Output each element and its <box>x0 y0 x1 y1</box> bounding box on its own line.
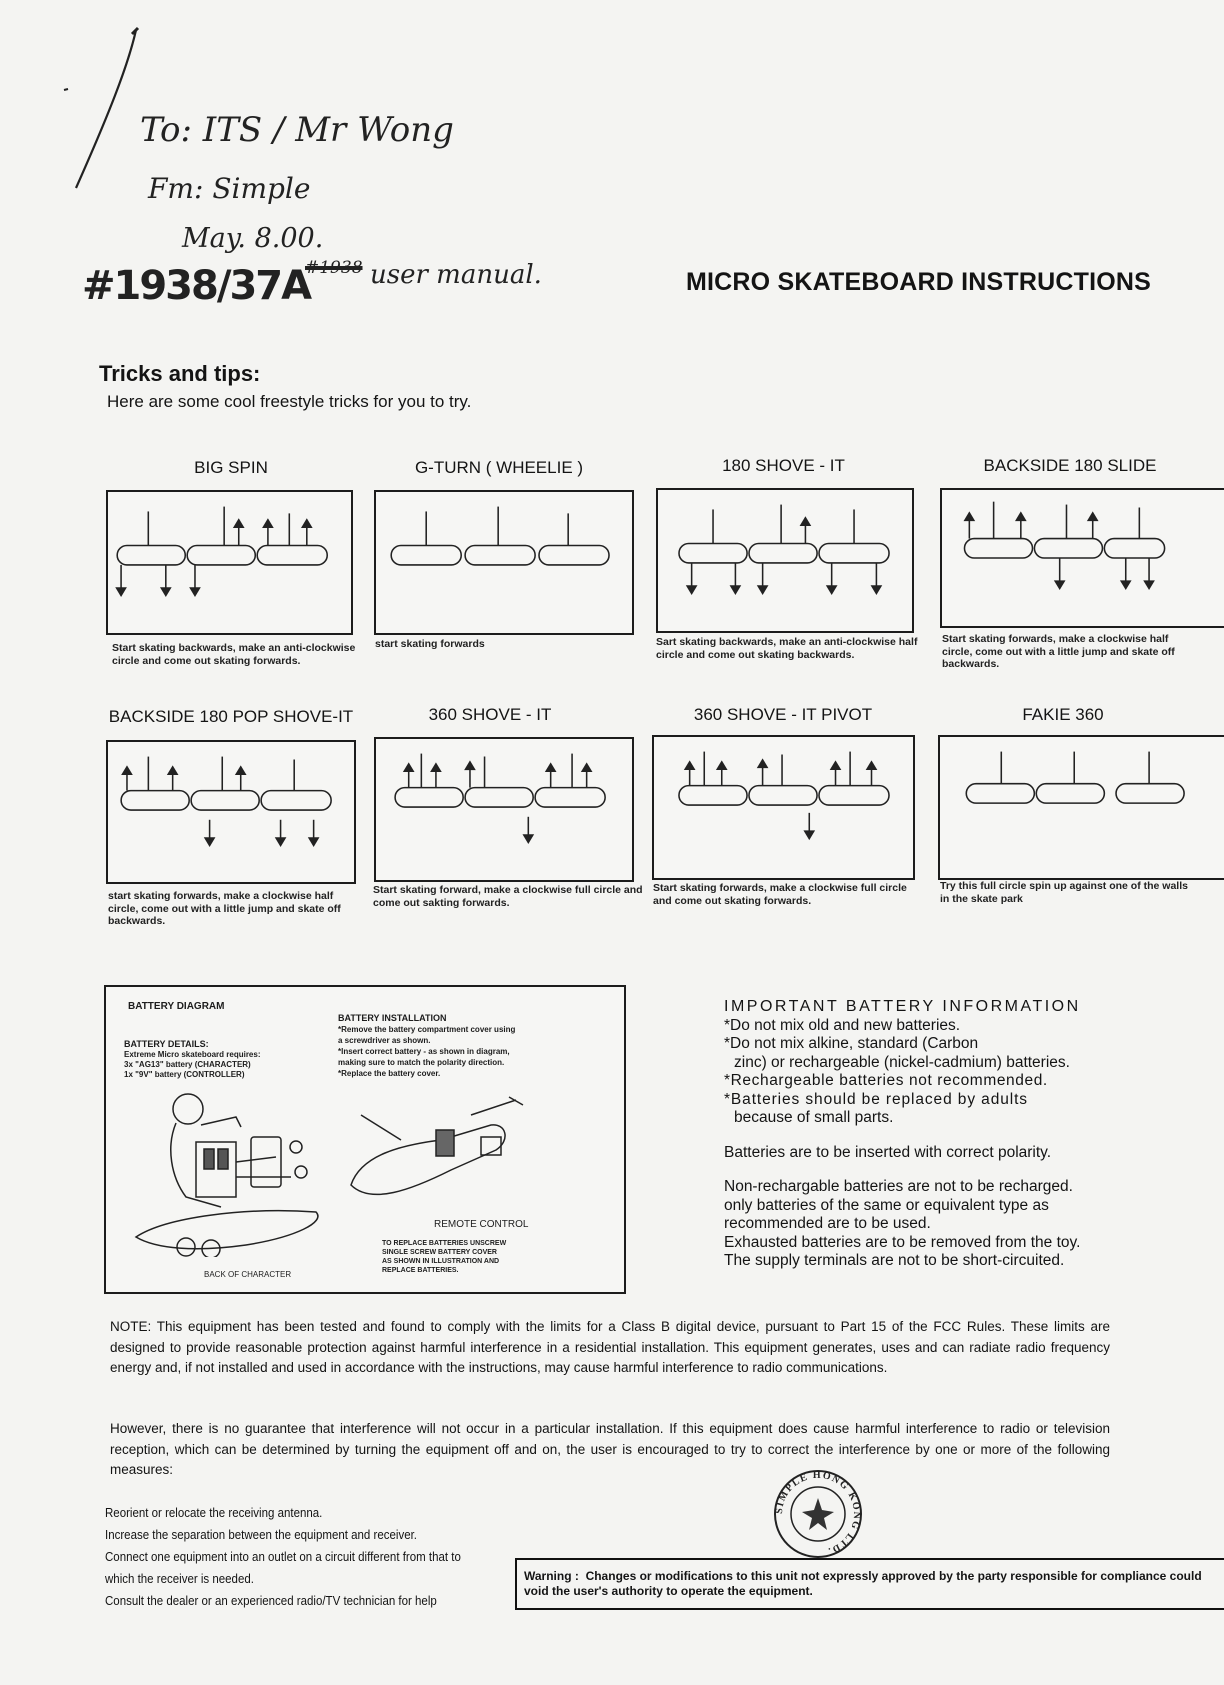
tricks-intro: Here are some cool freestyle tricks for you to try. <box>107 392 472 411</box>
trick-caption-180-shove-it: Sart skating backwards, make an anti-clockwise half circle and come out skating backwards. <box>656 636 918 661</box>
trick-diagram-360-shove-it-pivot <box>652 735 915 880</box>
fcc-however-paragraph: However, there is no guarantee that interference will not occur in a particular installation. If this equipment does cause harmful interference to radio or television reception, which can be determined by turning the equipment off and on, the user is encouraged to try to correct the interference by one or more of the following measures: <box>110 1421 1110 1477</box>
trick-title-backside-180-slide: BACKSIDE 180 SLIDE <box>983 456 1157 475</box>
replace-note-line-2: SINGLE SCREW BATTERY COVER <box>382 1249 497 1256</box>
trick-caption-g-turn: start skating forwards <box>375 638 485 650</box>
battery-install-line-2: a screwdriver as shown. <box>338 1036 431 1045</box>
handwritten-to-line: To: ITS / Mr Wong <box>140 110 454 150</box>
trick-title-360-shove-it: 360 SHOVE - IT <box>428 705 552 724</box>
trick-diagram-backside-180-slide <box>940 488 1224 628</box>
measure-item-1: Reorient or relocate the receiving antenna. <box>105 1506 323 1520</box>
replace-note-line-1: TO REPLACE BATTERIES UNSCREW <box>382 1240 507 1247</box>
remote-control-label: REMOTE CONTROL <box>434 1219 529 1230</box>
character-back-illustration <box>126 1087 336 1257</box>
trick-diagram-big-spin <box>106 490 353 635</box>
trick-caption-fakie-360: Try this full circle spin up against one of the walls in the skate park <box>940 880 1188 905</box>
trick-diagram-backside-180-pop-shove-it <box>106 740 356 884</box>
battery-info-line-3: zinc) or rechargeable (nickel-cadmium) batteries. <box>734 1053 1070 1071</box>
trick-caption-big-spin: Start skating backwards, make an anti-clockwise circle and come out skating forwards. <box>112 642 356 667</box>
battery-rules-paragraph <box>724 1178 1114 1271</box>
back-of-character-label: BACK OF CHARACTER <box>204 1270 292 1279</box>
trick-caption-backside-180-pop-shove-it: start skating forwards, make a clockwise half circle, come out with a little jump and skate off backwards. <box>108 890 341 927</box>
battery-rule-3: recommended are to be used. <box>724 1215 931 1232</box>
handwritten-user-manual: user manual. <box>370 260 542 290</box>
interference-measures-list <box>105 1502 478 1612</box>
measure-item-2: Increase the separation between the equipment and receiver. <box>105 1528 417 1542</box>
trick-caption-360-shove-it-pivot: Start skating forwards, make a clockwise full circle and come out skating forwards. <box>653 882 907 907</box>
company-seal-stamp <box>772 1468 864 1560</box>
trick-title-360-shove-it-pivot: 360 SHOVE - IT PIVOT <box>693 705 873 724</box>
handwritten-from-line: Fm: Simple <box>148 172 311 205</box>
warning-text: Changes or modifications to this unit not expressly approved by the party responsible for compliance could void the user's authority to operate the equipment. <box>524 1569 1202 1598</box>
battery-install-line-4: making sure to match the polarity direction. <box>338 1058 505 1067</box>
pen-stroke-mark <box>58 26 148 196</box>
warning-label: Warning : <box>524 1569 579 1583</box>
trick-title-180-shove-it: 180 SHOVE - IT <box>722 456 845 475</box>
measure-item-3: Connect one equipment into an outlet on a circuit different from that to <box>105 1550 461 1564</box>
battery-info-line-5: *Batteries should be replaced by adults <box>724 1090 1028 1108</box>
trick-diagram-fakie-360 <box>938 735 1224 880</box>
battery-info-line-2: *Do not mix alkine, standard (Carbon <box>724 1035 979 1052</box>
battery-install-line-3: *Insert correct battery - as shown in diagram, <box>338 1047 510 1056</box>
battery-info-line-6: because of small parts. <box>734 1109 894 1126</box>
handwritten-date-line: May. 8.00. <box>182 223 324 254</box>
measure-item-4: which the receiver is needed. <box>105 1572 254 1586</box>
page-title: MICRO SKATEBOARD INSTRUCTIONS <box>686 268 1152 296</box>
battery-rule-5: The supply terminals are not to be short-circuited. <box>724 1252 1065 1269</box>
battery-install-line-5: *Replace the battery cover. <box>338 1069 441 1078</box>
battery-info-title: IMPORTANT BATTERY INFORMATION <box>724 998 1081 1015</box>
handwritten-model-code: #1938/37A <box>82 263 311 309</box>
battery-rule-4: Exhausted batteries are to be removed from the toy. <box>724 1233 1081 1251</box>
handwritten-struck-code: #1938 <box>305 258 363 278</box>
battery-details-title: BATTERY DETAILS: <box>124 1039 209 1049</box>
trick-caption-360-shove-it: Start skating forward, make a clockwise full circle and come out sakting forwards. <box>373 884 643 909</box>
battery-install-title: BATTERY INSTALLATION <box>338 1013 447 1023</box>
tricks-heading: Tricks and tips: <box>99 361 261 386</box>
trick-caption-backside-180-slide: Start skating forwards, make a clockwise half circle, come out with a little jump and skate off backwards. <box>942 633 1175 670</box>
trick-diagram-g-turn <box>374 490 634 635</box>
trick-diagram-360-shove-it <box>374 737 634 882</box>
battery-diagram-title: BATTERY DIAGRAM <box>128 1001 225 1012</box>
trick-title-g-turn: G-TURN ( WHEELIE ) <box>414 458 584 477</box>
measure-item-5: Consult the dealer or an experienced radio/TV technician for help <box>105 1594 437 1608</box>
fcc-note-paragraph: NOTE: This equipment has been tested and found to comply with the limits for a Class B digital device, pursuant to Part 15 of the FCC Rules. These limits are designed to provide reasonable protection against harmful interference in a residential installation. This equipment generates, uses and can radiate radio frequency energy and, if not installed and used in accordance with the instructions, may cause harmful interference to radio communications. <box>110 1319 1110 1375</box>
battery-information <box>724 998 1114 1271</box>
battery-install-line-1: *Remove the battery compartment cover using <box>338 1025 516 1034</box>
warning-box <box>515 1558 1224 1610</box>
battery-details-line-3: 1x "9V" battery (CONTROLLER) <box>124 1070 245 1079</box>
seal-text: SIMPLE HONG KONG LTD. <box>773 1469 863 1557</box>
trick-title-backside-180-pop-shove-it: BACKSIDE 180 POP SHOVE-IT <box>108 707 354 726</box>
battery-rule-1: Non-rechargable batteries are not to be recharged. <box>724 1178 1073 1195</box>
battery-details-line-1: Extreme Micro skateboard requires: <box>124 1050 261 1059</box>
battery-details-line-2: 3x "AG13" battery (CHARACTER) <box>124 1060 251 1069</box>
remote-control-illustration <box>341 1095 541 1205</box>
battery-info-line-1: *Do not mix old and new batteries. <box>724 1016 961 1034</box>
battery-diagram-box <box>104 985 626 1294</box>
trick-title-fakie-360: FAKIE 360 <box>1022 705 1104 724</box>
trick-diagram-180-shove-it <box>656 488 914 633</box>
battery-info-line-4: *Rechargeable batteries not recommended. <box>724 1072 1048 1089</box>
battery-rule-2: only batteries of the same or equivalent type as <box>724 1196 1049 1214</box>
replace-note-line-4: REPLACE BATTERIES. <box>382 1267 459 1274</box>
replace-note-line-3: AS SHOWN IN ILLUSTRATION AND <box>382 1258 500 1265</box>
battery-polarity-note: Batteries are to be inserted with correct polarity. <box>724 1143 1052 1161</box>
trick-title-big-spin: BIG SPIN <box>194 458 268 477</box>
